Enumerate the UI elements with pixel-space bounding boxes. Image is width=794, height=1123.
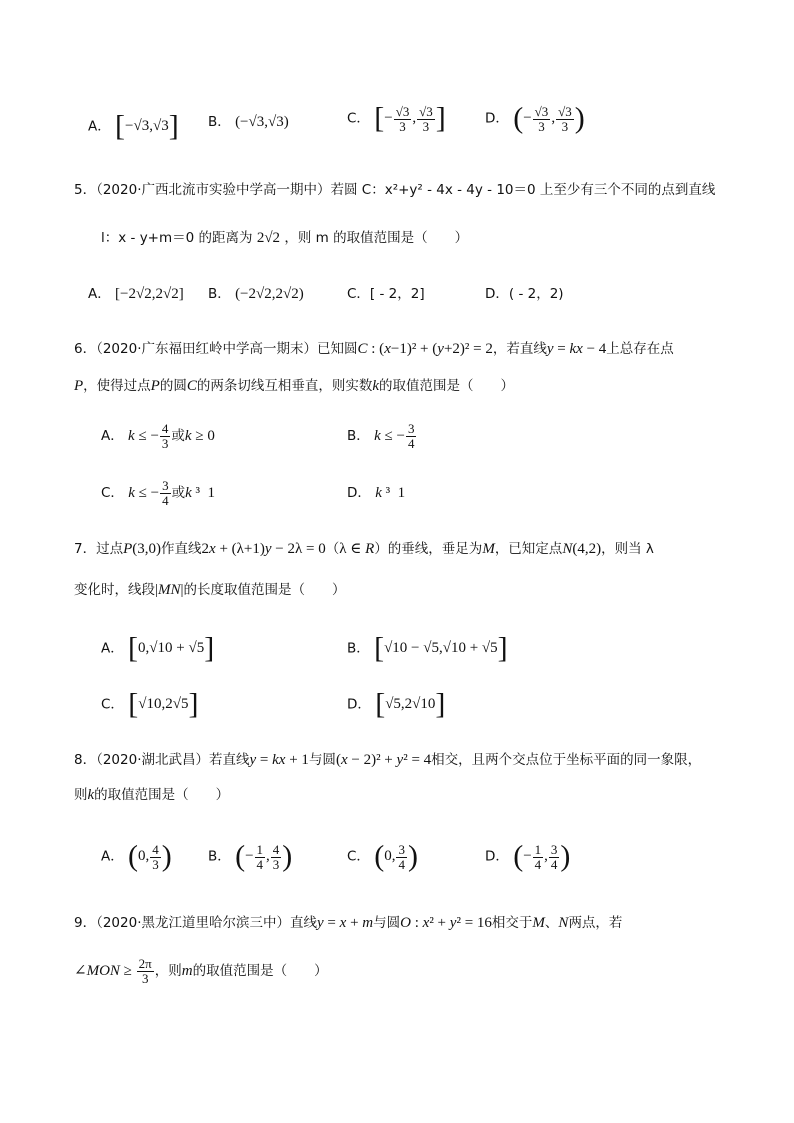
q7-stem-mid2: （ [325,541,340,557]
q7-stem-line1 [74,539,654,559]
q9-stem-post: 两点，若 [568,915,623,931]
q7-option-a-label: A． [101,640,124,657]
q6-option-d-formula: k ³ 1 [375,485,406,501]
q4-option-b-label: B． [208,114,231,130]
q6-option-a-or: 或 [171,427,185,444]
q4-option-d [485,104,585,134]
q7-option-b-label: B． [347,640,370,657]
q7-line-equation: 2x + (λ+1)y − 2λ = 0 [201,541,326,557]
q9-point-n: N [558,915,569,931]
q6-option-c [101,479,215,508]
q8-option-a-formula: (0, $\frac{4}{3}$ ) [128,840,172,873]
q4-option-c [347,104,446,134]
q5-option-a [88,284,184,304]
q9-point-m: M [532,915,545,931]
q6-line2-post: 的取值范围是（ ） [379,378,515,394]
q8-option-b-label: B． [208,848,231,865]
q7-option-c [101,690,198,720]
q4-option-c-label: C． [347,110,370,127]
q9-line-equation: y = x + m [317,915,374,931]
q7-option-a-formula: [0,√10 + √5] [128,632,215,665]
q9-stem-pre: 9．（2020·黑龙江道里哈尔滨三中）直线 [74,915,317,931]
q8-option-a-label: A． [101,848,124,865]
q7-option-d-formula: [√5,2√10] [375,688,446,721]
q6-stem-post: 上总存在点 [606,341,674,357]
q5-stem-line2-post: ，则 m 的取值范围是（ ） [284,230,469,246]
q6-option-d-label: D． [347,485,371,501]
q7-segment-mn: |MN| [155,582,184,598]
q4-option-a [88,112,179,142]
q9-circle-equation: O : x² + y² = 16 [400,915,492,931]
q5-stem-line2 [101,228,468,248]
q8-stem-post: 相交，且两个交点位于坐标平面的同一象限， [431,752,702,768]
q7-stem-line2 [74,580,346,600]
q7-option-c-label: C． [101,696,124,713]
q7-option-d [347,690,445,720]
q8-line-equation: y = kx + 1 [249,752,309,768]
q6-option-c-formula: k ≤ − $\frac{3}{4}$ [128,478,169,508]
q6-stem-pre: 6．（2020·广东福田红岭中学高一期末）已知圆 [74,341,358,357]
q8-option-d [485,842,570,872]
q9-angle-condition: ∠MON ≥ $\frac{2\pi}{3}$ [74,956,152,986]
q6-option-c-formula-2: k ³ 1 [185,484,216,501]
q4-option-a-label: A． [88,118,111,135]
q8-circle-equation: (x − 2)² + y² = 4 [335,752,432,768]
q4-option-a-formula: [−√3,√3] [115,110,179,143]
q7-option-b [347,634,508,664]
q7-line2-post: 的长度取值范围是（ ） [183,582,346,598]
q8-stem-mid: 与圆 [308,752,336,768]
q9-stem-mid: 与圆 [373,915,401,931]
q6-option-b [347,422,417,451]
q5-option-d: D．( - 2，2) [485,286,564,302]
q8-stem-line1 [74,750,701,770]
q8-stem-line2 [74,785,229,805]
q7-option-b-formula: [√10 − √5,√10 + √5] [374,632,508,665]
q7-stem-pre: 7．过点 [74,541,124,557]
q7-option-d-label: D． [347,696,371,713]
q6-option-a-formula-2: k ≥ 0 [184,427,215,444]
q8-option-a [101,842,172,872]
q6-option-a [101,422,215,451]
q6-circle-equation: C : (x−1)² + (y+2)² = 2 [357,341,493,357]
q4-option-c-formula: [− $\frac{√3}{3}$ , $\frac{√3}{3}$ ] [374,102,446,135]
q6-line2-mid2: 的圆 [159,378,187,394]
q4-option-b [208,112,289,132]
q6-option-d [347,483,405,503]
q8-option-c-formula: (0, $\frac{3}{4}$ ) [374,840,418,873]
q7-lambda-domain: λ ∈ R [339,541,375,557]
q7-stem-post: ，则当 λ [601,541,654,557]
q7-stem-mid3: ）的垂线，垂足为 [374,541,483,557]
q6-option-b-formula: k ≤ − $\frac{3}{4}$ [374,421,415,451]
q8-option-d-label: D． [485,848,509,865]
q8-option-c [347,842,418,872]
q6-line2-mid3: 的两条切线互相垂直，则实数 [196,378,373,394]
q6-option-c-or: 或 [171,484,186,501]
q7-point-n: N(4,2) [562,541,602,557]
q6-option-a-label: A． [101,427,124,444]
q8-option-d-formula: (− $\frac{1}{4}$ , $\frac{3}{4}$ ) [513,840,571,873]
q5-option-a-formula: [−2√2,2√2] [115,286,184,302]
q8-line2-post: 的取值范围是（ ） [94,787,230,803]
q7-option-c-formula: [√10,2√5] [128,688,199,721]
q8-line2-pre: 则 [74,787,88,803]
q9-line2-mid: ，则 [154,962,182,979]
q4-option-d-formula: (− $\frac{√3}{3}$ , $\frac{√3}{3}$ ) [513,102,585,135]
q6-option-c-label: C． [101,484,124,501]
q6-k: k [372,378,380,394]
q6-option-a-formula: k ≤ − $\frac{4}{3}$ [128,421,169,451]
q4-option-b-formula: (−√3,√3) [235,114,289,130]
q5-stem-line2-pre: l：x - y+m＝0 的距离为 [101,230,253,246]
q7-line2-pre: 变化时，线段 [74,582,155,598]
q9-stem-mid2: 相交于 [491,915,533,931]
q9-line2-post: 的取值范围是（ ） [192,962,328,979]
q6-line2-mid: ，使得过点 [83,378,151,394]
q6-circle-c: C [186,378,197,394]
q4-option-d-label: D． [485,110,509,127]
q6-point-p-2: P [150,378,160,394]
q7-point-p: P(3,0) [123,541,162,557]
q9-stem-line2 [74,957,328,986]
q8-k: k [87,787,95,803]
q6-stem-line2 [74,376,514,396]
q5-distance-formula: 2√2 [256,230,281,246]
q7-option-a [101,634,214,664]
q8-option-b-formula: (− $\frac{1}{4}$ , $\frac{4}{3}$ ) [235,840,293,873]
q5-option-c: C．[ - 2，2] [347,286,425,302]
q5-option-b-formula: (−2√2,2√2) [235,286,304,302]
q6-point-p: P [74,378,84,394]
q8-stem-pre: 8．（2020·湖北武昌）若直线 [74,752,250,768]
q5-stem-line1: 5．（2020·广西北流市实验中学高一期中）若圆 C：x²+y² - 4x - 4y - 10＝0 上至少有三个不同的点到直线 [74,182,716,198]
q9-m: m [181,962,193,979]
q6-option-b-label: B． [347,427,370,444]
q5-option-a-label: A． [88,286,111,302]
q6-line-equation: y = kx − 4 [546,341,607,357]
q8-option-c-label: C． [347,848,370,865]
q7-stem-mid4: ，已知定点 [494,541,563,557]
q6-stem-line1 [74,339,674,359]
q5-option-b-label: B． [208,286,231,302]
q9-stem-line1 [74,913,622,933]
q6-stem-mid: ，若直线 [492,341,547,357]
q7-stem-mid1: 作直线 [161,541,202,557]
q7-point-m: M [482,541,495,557]
q9-stem-mid3: 、 [544,915,559,931]
q8-option-b [208,842,292,872]
q5-option-b [208,284,304,304]
